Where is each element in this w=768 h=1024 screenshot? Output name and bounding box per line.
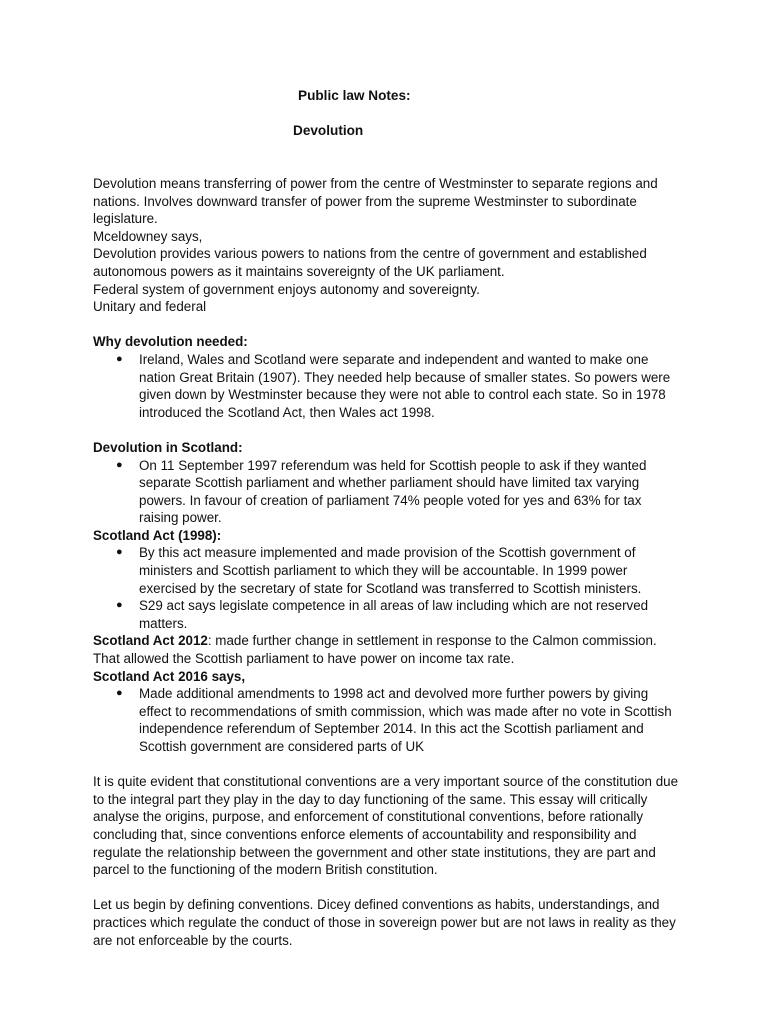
- section-heading-act-2016: Scotland Act 2016 says,: [93, 668, 246, 684]
- list-item: [93, 544, 683, 597]
- scotland-list: [93, 457, 683, 527]
- notes-body: [93, 175, 683, 949]
- section-heading-scotland: Devolution in Scotland:: [93, 439, 243, 455]
- bullet-icon: ●: [116, 458, 123, 471]
- act-2012-text-2: That allowed the Scottish parliament to have power on income tax rate.: [93, 651, 515, 667]
- act-2012-heading: Scotland Act 2012: [93, 633, 208, 649]
- section-heading-why: Why devolution needed:: [93, 334, 248, 350]
- list-item-text: Made additional amendments to 1998 act and devolved more further powers by giving effect to recommendations of smith commission, which was made after no vote in Scottish independence referendum of September 2014. In this act the Scottish parliament and Scottish government are considered parts of UK: [139, 686, 672, 754]
- why-list: [93, 351, 683, 421]
- page-subtitle: Devolution: [293, 123, 364, 138]
- list-item-text: By this act measure implemented and made provision of the Scottish government of ministers and Scottish parliament to which they will be accountable. In 1999 power exercised by the secretary of state for Scotland was transferred to Scottish ministers.: [139, 545, 642, 596]
- intro-paragraph-4: Federal system of government enjoys autonomy and sovereignty.: [93, 281, 480, 297]
- page-title: Public law Notes:: [298, 88, 411, 103]
- list-item: [93, 457, 683, 527]
- intro-paragraph-1: Devolution means transferring of power from the centre of Westminster to separate regions and nations. Involves downward transfer of power from the supreme Westminster to subordinate legislature.: [93, 176, 658, 227]
- bullet-icon: ●: [116, 546, 123, 559]
- list-item: [93, 597, 683, 632]
- act-1998-list: [93, 544, 683, 632]
- intro-paragraph-5: Unitary and federal: [93, 299, 207, 315]
- bullet-icon: ●: [116, 352, 123, 365]
- list-item-text: Ireland, Wales and Scotland were separate and independent and wanted to make one nation Great Britain (1907). They needed help because of smaller states. So powers were given down by Westminster because they were not able to control each state. So in 1978 introduced the Scotland Act, then Wales act 1998.: [139, 351, 671, 420]
- conventions-paragraph-2: Let us begin by defining conventions. Dicey defined conventions as habits, understandings, and practices which regulate the conduct of those in sovereign power but are not laws in reality as they are not enforceable by the courts.: [93, 897, 676, 948]
- list-item: [93, 351, 683, 421]
- list-item-text: S29 act says legislate competence in all areas of law including which are not reserved matters.: [139, 598, 649, 631]
- intro-paragraph-2: Mceldowney says,: [93, 228, 203, 244]
- list-item: [93, 685, 683, 755]
- intro-paragraph-3: Devolution provides various powers to nations from the centre of government and established autonomous powers as it maintains sovereignty of the UK parliament.: [93, 246, 647, 279]
- bullet-icon: ●: [116, 687, 123, 700]
- act-2016-list: [93, 685, 683, 755]
- bullet-icon: ●: [116, 599, 123, 612]
- section-heading-act-1998: Scotland Act (1998):: [93, 527, 222, 543]
- act-2012-text: : made further change in settlement in response to the Calmon commission.: [207, 633, 657, 649]
- act-2012-paragraph: [93, 632, 683, 650]
- conventions-paragraph-1: It is quite evident that constitutional conventions are a very important source of the constitution due to the integral part they play in the day to day functioning of the same. This essay will critically analyse the origins, purpose, and enforcement of constitutional conventions, before rationally concluding that, since conventions enforce elements of accountability and responsibility and regulate the relationship between the government and other state institutions, they are part and parcel to the functioning of the modern British constitution.: [93, 774, 679, 878]
- list-item-text: On 11 September 1997 referendum was held for Scottish people to ask if they wanted separate Scottish parliament and whether parliament should have limited tax varying powers. In favour of creation of parliament 74% people voted for yes and 63% for tax raising power.: [139, 457, 647, 526]
